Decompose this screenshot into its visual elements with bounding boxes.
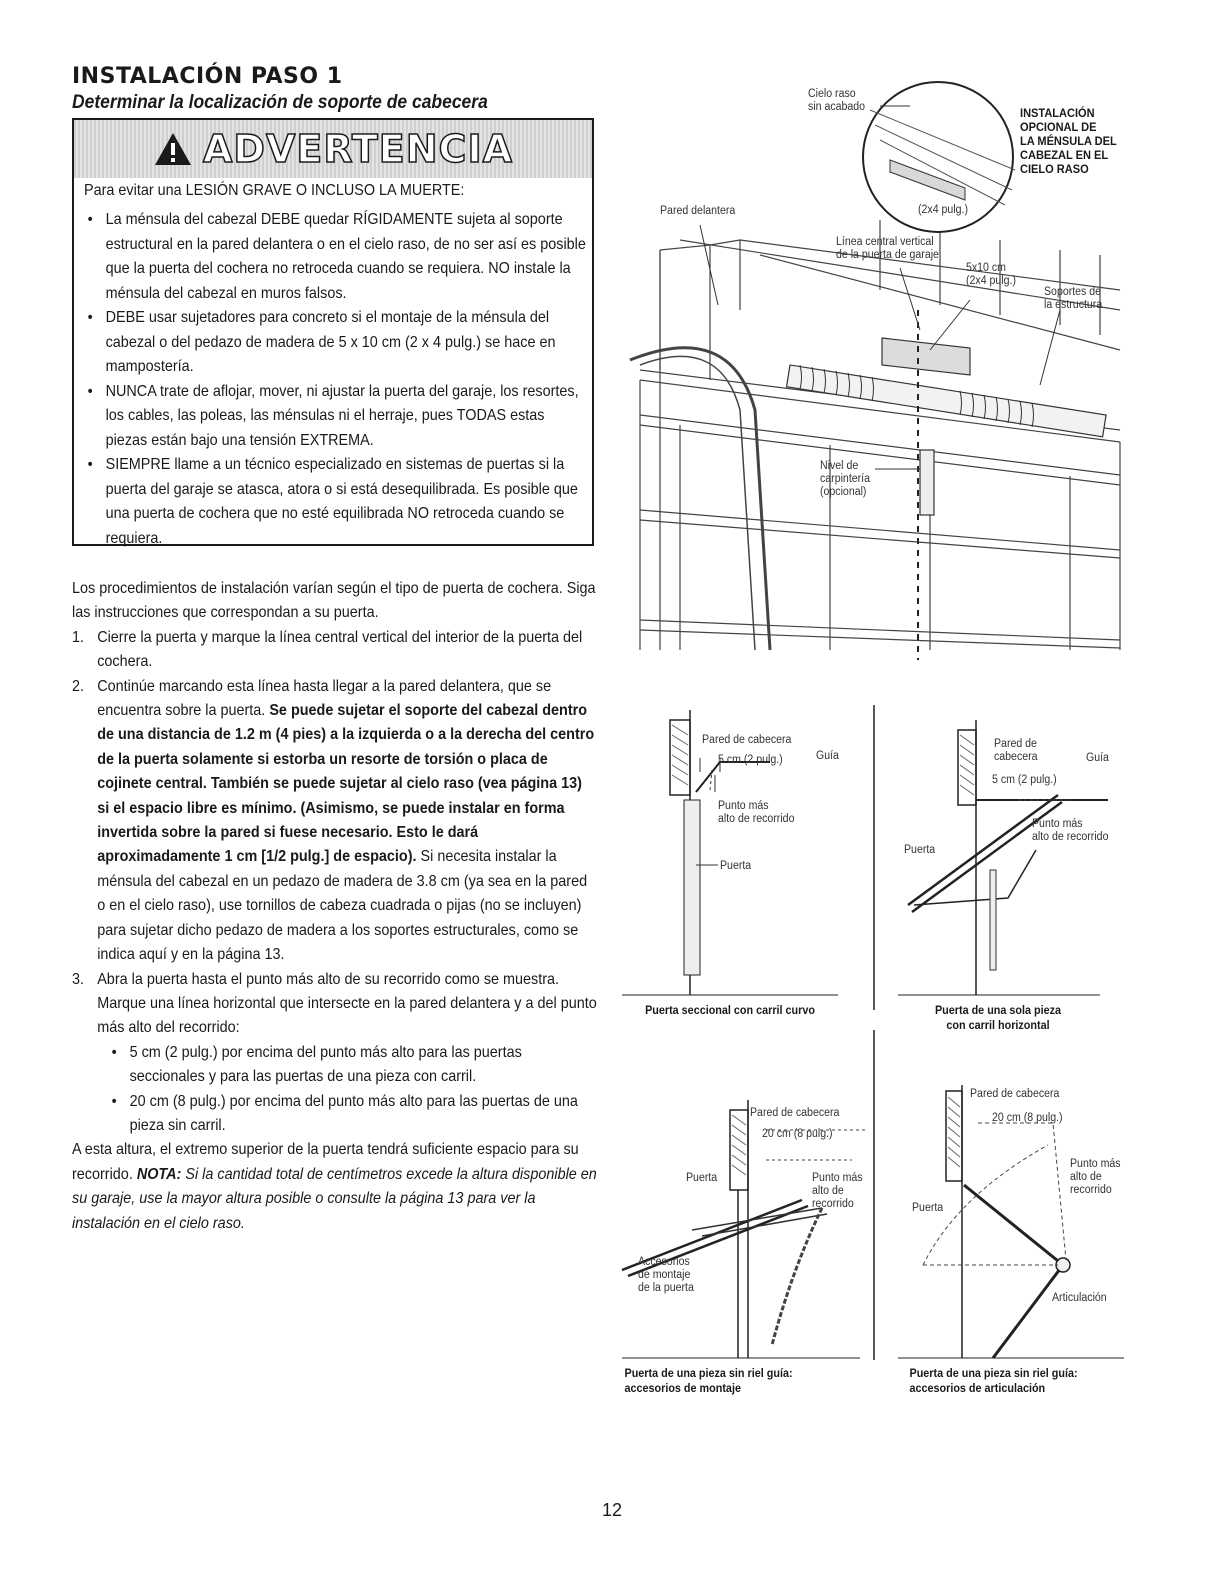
warning-item: • SIEMPRE llame a un técnico especializado en sistemas de puertas si la puerta del garaje se atasca, atora o si está desequilibrada. Es posible que una puerta de cochera que no esté equilibrada NO retroceda cuando se requiera. (84, 453, 588, 551)
caption-sectional: Puerta seccional con carril curvo (645, 1003, 815, 1017)
step-text: Abra la puerta hasta el punto más alto de su recorrido como se muestra. Marque una línea horizontal que intersecte en la pared delantera y a del punto más alto del recorrido: (97, 970, 597, 1037)
caption-onepiece-track: Puerta de una sola pieza con carril horizontal (934, 1003, 1062, 1032)
label-optional-ceiling: INSTALACIÓN OPCIONAL DE LA MÉNSULA DEL CABEZAL EN EL CIELO RASO (1020, 106, 1117, 176)
bullet-item: • 20 cm (8 pulg.) por encima del punto más alto para las puertas de una pieza sin carril. (104, 1090, 597, 1139)
warning-item: • DEBE usar sujetadores para concreto si el montaje de la ménsula del cabezal o del pedazo de madera de 5 x 10 cm (2 x 4 pulg.) se hace en mampostería. (84, 306, 588, 380)
step-number: 1. (72, 628, 85, 646)
step-bold-text: Se puede sujetar el soporte del cabezal dentro de una distancia de 1.2 m (4 pies) a la izquierda o a la derecha del centro de la puerta solamente si estorba un resorte de torsión o placa de cojinete central. También se puede sujetar al cielo raso (vea página 13) si el espacio libre es mínimo. (Asimismo, se puede instalar en forma invertida sobre la pared si fuese necesario. Esto le dará aproximadamente 1 cm [1/2 pulg.] de espacio). (97, 702, 595, 866)
label-mount-gap: 20 cm (8 pulg.) (762, 1128, 833, 1140)
label-pivot-gap: 20 cm (8 pulg.) (992, 1112, 1063, 1124)
note-text: Si la cantidad total de centímetros excede la altura disponible en su garaje, use la mayor altura posible o consulte la página 13 para ver la instalación en el cielo raso. (72, 1165, 597, 1232)
label-pivot-high-point: Punto más alto de recorrido (1070, 1158, 1121, 1196)
closing-text: A esta altura, el extremo superior de la puerta tendrá suficiente espacio para su recorrido. (72, 1141, 579, 1183)
caption-onepiece-pivot: Puerta de una pieza sin riel guía: accesorios de articulación (909, 1366, 1078, 1395)
note-label: NOTA: (136, 1165, 182, 1183)
label-pivot-articulation: Articulación (1052, 1292, 1107, 1304)
label-pivot-door: Puerta (912, 1202, 944, 1214)
label-centerline: Línea central vertical de la puerta de garaje (836, 236, 939, 261)
label-lumber-inset: (2x4 pulg.) (918, 204, 968, 216)
label-track-door: Puerta (904, 844, 936, 856)
label-lumber: 5x10 cm (2x4 pulg.) (966, 262, 1016, 287)
step-number: 2. (72, 677, 85, 695)
label-sectional-wall: Pared de cabecera (702, 734, 792, 746)
warning-intro: Para evitar una LESIÓN GRAVE O INCLUSO LA MUERTE: (84, 182, 465, 199)
label-mount-door: Puerta (686, 1172, 718, 1184)
page-number: 12 (601, 1500, 623, 1520)
label-track-high-point: Punto más alto de recorrido (1032, 818, 1109, 843)
label-sectional-high-point: Punto más alto de recorrido (718, 800, 795, 825)
label-sectional-door: Puerta (720, 860, 752, 872)
warning-title: ADVERTENCIA (203, 127, 513, 171)
label-level: Nivel de carpintería (opcional) (820, 460, 870, 498)
label-pivot-wall: Pared de cabecera (970, 1088, 1060, 1100)
label-track-wall: Pared de cabecera (994, 738, 1038, 763)
step-text: Continúe marcando esta línea hasta llegar a la pared delantera, que se encuentra sobre la puerta. (97, 677, 552, 720)
label-ceiling: Cielo raso sin acabado (808, 88, 866, 113)
step-number: 3. (72, 970, 85, 988)
caption-onepiece-mount: Puerta de una pieza sin riel guía: accesorios de montaje (624, 1366, 793, 1395)
label-supports: Soportes de la estructura (1044, 286, 1103, 311)
label-track-gap: 5 cm (2 pulg.) (992, 774, 1057, 786)
bullet-item: • 5 cm (2 pulg.) por encima del punto más alto para las puertas seccionales y para las puertas de una pieza con carril. (104, 1041, 597, 1090)
label-sectional-guide: Guía (816, 750, 839, 762)
label-sectional-gap: 5 cm (2 pulg.) (718, 754, 783, 766)
label-mount-high-point: Punto más alto de recorrido (812, 1172, 863, 1210)
label-track-guide: Guía (1086, 752, 1109, 764)
intro-paragraph: Los procedimientos de instalación varían según el tipo de puerta de cochera. Siga las instrucciones que correspondan a su puerta. (72, 580, 596, 622)
page-title: INSTALACIÓN PASO 1 (72, 64, 343, 89)
page-subtitle: Determinar la localización de soporte de cabecera (72, 92, 488, 113)
diagram-onepiece-pivot (898, 1085, 1124, 1358)
label-mount-hardware: Accesorios de montaje de la puerta (638, 1256, 694, 1294)
label-front-wall: Pared delantera (660, 205, 736, 217)
step-text: Cierre la puerta y marque la línea central vertical del interior de la puerta del cochera. (97, 628, 583, 671)
label-mount-wall: Pared de cabecera (750, 1107, 840, 1119)
warning-item: • NUNCA trate de aflojar, mover, ni ajustar la puerta del garaje, los resortes, los cables, las poleas, las ménsulas ni el herraje, pues TODAS estas piezas están bajo una tensión EXTREMA. (84, 380, 588, 454)
warning-item: • La ménsula del cabezal DEBE quedar RÍGIDAMENTE sujeta al soporte estructural en la pared delantera o en el cielo raso, de no ser así es posible que la puerta del cochera no retroceda cuando se requiera. NO instale la ménsula del cabezal en muros falsos. (84, 208, 588, 306)
diagram-onepiece-mount (622, 1090, 872, 1358)
step-text: Si necesita instalar la ménsula del cabezal en un pedazo de madera de 3.8 cm (ya sea en la pared o en el cielo raso), use tornillos de cabeza cuadrada o pijas (no se incluyen) para sujetar dicho pedazo de madera a los soportes estructurales, como se indica aquí y en la página 13. (97, 848, 588, 964)
